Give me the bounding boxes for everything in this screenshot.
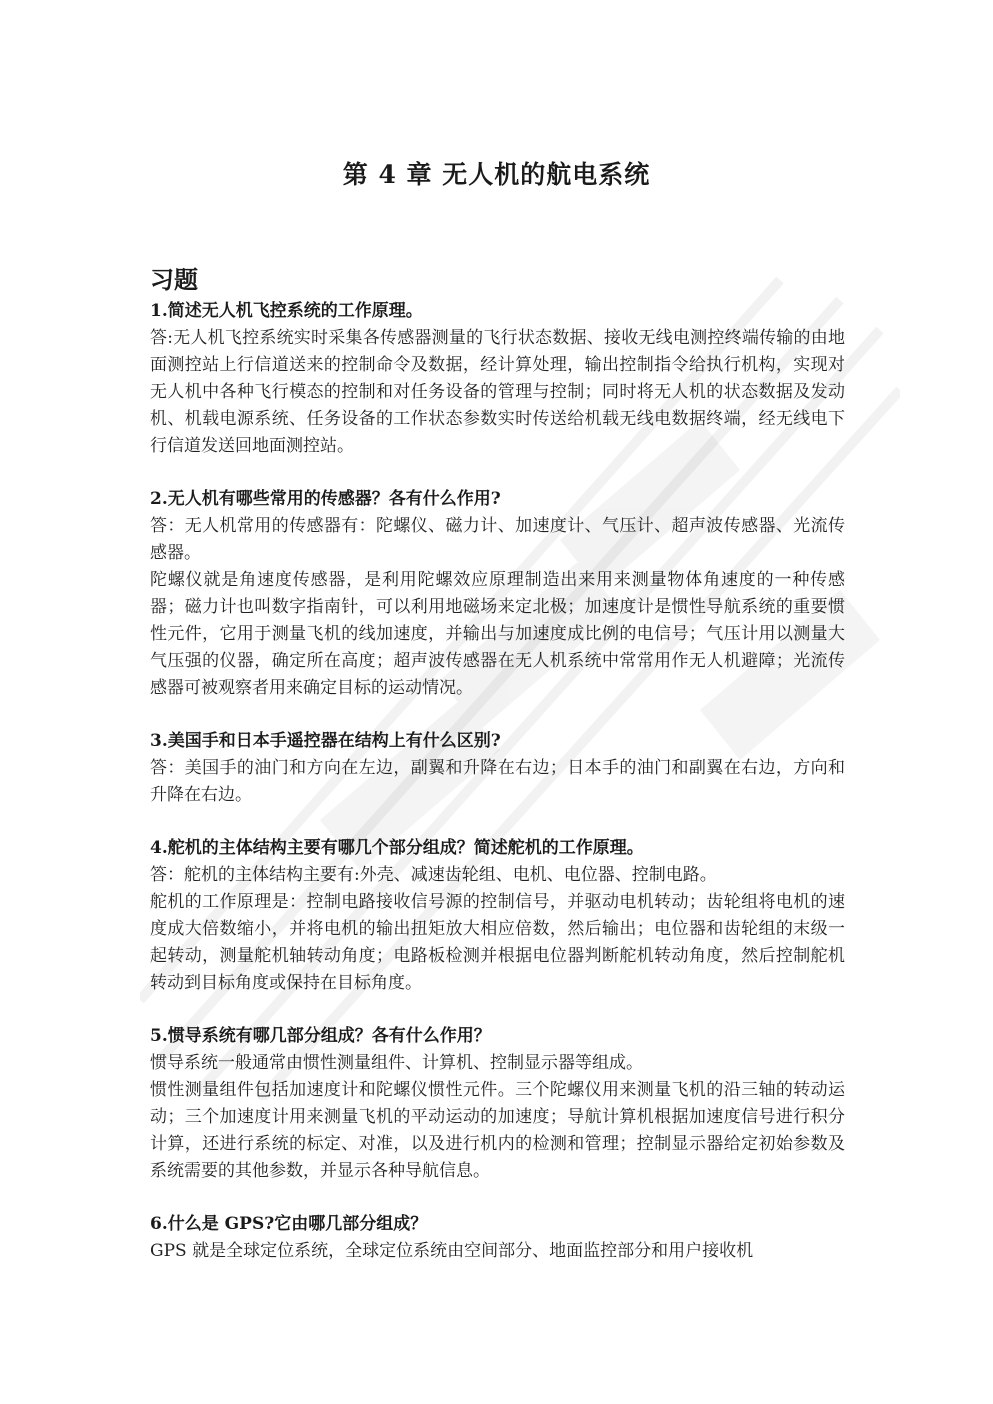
exercise-answer: GPS 就是全球定位系统，全球定位系统由空间部分、地面监控部分和用户接收机	[150, 1241, 754, 1261]
exercise-answer: 舵机的工作原理是：控制电路接收信号源的控制信号，并驱动电机转动；齿轮组将电机的速度成大倍数缩小，并将电机的输出扭矩放大相应倍数，然后输出；电位器和齿轮组的末级一起转动，测量舵机轴转动角度；电路板检测并根据电位器判断舵机转动角度，然后控制舵机转动到目标角度或保持在目标角度。	[150, 892, 845, 993]
exercise-item	[150, 1211, 845, 1265]
exercise-answer: 答:无人机飞控系统实时采集各传感器测量的飞行状态数据、接收无线电测控终端传输的由地面测控站上行信道送来的控制命令及数据，经计算处理，输出控制指令给执行机构，实现对无人机中各种飞行模态的控制和对任务设备的管理与控制；同时将无人机的状态数据及发动机、机载电源系统、任务设备的工作状态参数实时传送给机载无线电数据终端，经无线电下行信道发送回地面测控站。	[150, 328, 845, 456]
exercise-answer: 惯性测量组件包括加速度计和陀螺仪惯性元件。三个陀螺仪用来测量飞机的沿三轴的转动运动；三个加速度计用来测量飞机的平动运动的加速度；导航计算机根据加速度信号进行积分计算，还进行系统的标定、对准，以及进行机内的检测和管理；控制显示器给定初始参数及系统需要的其他参数，并显示各种导航信息。	[150, 1080, 845, 1181]
exercise-question: 2.无人机有哪些常用的传感器？各有什么作用?	[150, 489, 501, 509]
exercise-item	[150, 1023, 845, 1185]
exercise-item	[150, 298, 845, 460]
exercise-answer: 惯导系统一般通常由惯性测量组件、计算机、控制显示器等组成。	[150, 1053, 643, 1073]
exercise-question: 3.美国手和日本手遥控器在结构上有什么区别?	[150, 731, 501, 751]
exercise-question: 4.舵机的主体结构主要有哪几个部分组成？简述舵机的工作原理。	[150, 838, 644, 858]
exercise-question: 1.简述无人机飞控系统的工作原理。	[150, 301, 423, 321]
chapter-title: 第 4 章 无人机的航电系统	[342, 160, 651, 189]
exercise-question: 6.什么是 GPS?它由哪几部分组成？	[150, 1214, 428, 1234]
exercise-item	[150, 486, 845, 702]
exercise-item	[150, 835, 845, 997]
exercise-answer: 答：舵机的主体结构主要有:外壳、减速齿轮组、电机、电位器、控制电路。	[150, 865, 717, 885]
exercise-answer: 答：无人机常用的传感器有：陀螺仪、磁力计、加速度计、气压计、超声波传感器、光流传感器。	[150, 516, 845, 563]
exercise-answer: 答：美国手的油门和方向在左边，副翼和升降在右边；日本手的油门和副翼在右边，方向和升降在右边。	[150, 758, 845, 805]
exercise-question: 5.惯导系统有哪几部分组成？各有什么作用？	[150, 1026, 491, 1046]
section-heading: 习题	[150, 266, 198, 294]
exercise-item	[150, 728, 845, 809]
exercise-list	[150, 298, 845, 1291]
exercise-answer: 陀螺仪就是角速度传感器，是利用陀螺效应原理制造出来用来测量物体角速度的一种传感器；磁力计也叫数字指南针，可以利用地磁场来定北极；加速度计是惯性导航系统的重要惯性元件，它用于测量飞机的线加速度，并输出与加速度成比例的电信号；气压计用以测量大气压强的仪器，确定所在高度；超声波传感器在无人机系统中常常用作无人机避障；光流传感器可被观察者用来确定目标的运动情况。	[150, 570, 845, 698]
